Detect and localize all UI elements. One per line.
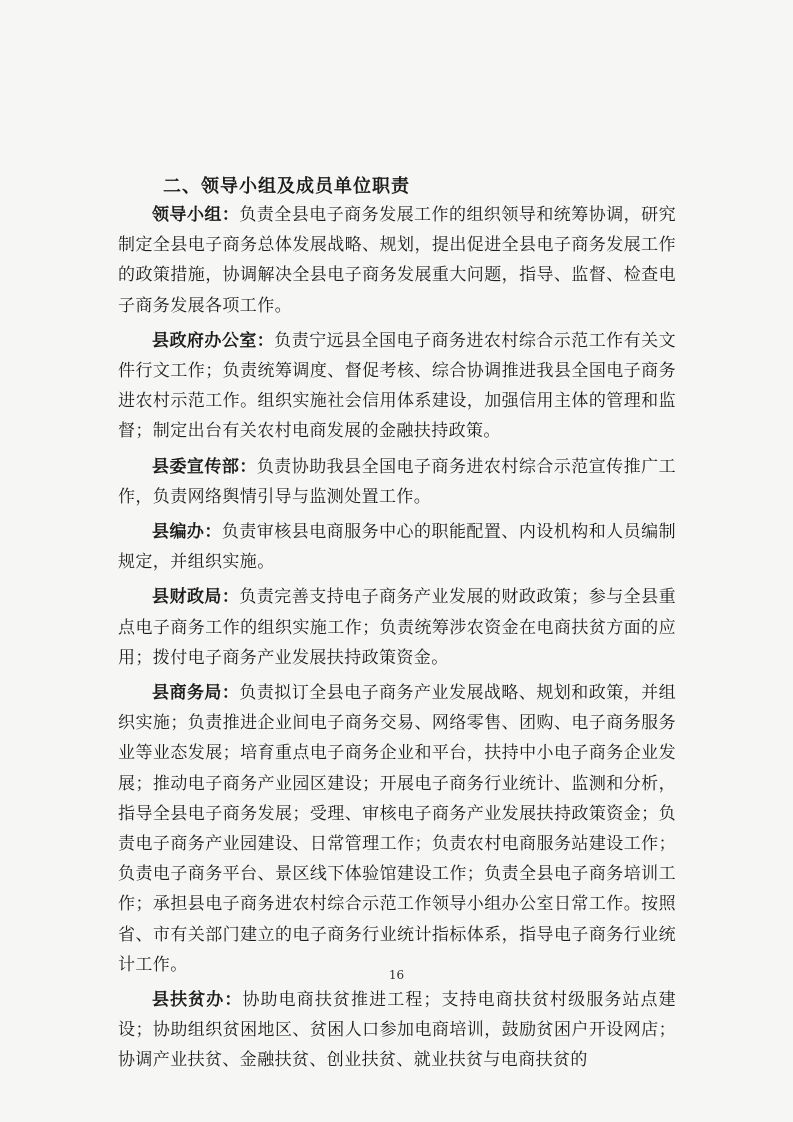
org-name: 县委宣传部： — [152, 456, 257, 477]
body-text — [118, 200, 676, 1081]
duty-text: 负责宁远县全国电子商务进农村综合示范工作有关文件行文工作；负责统筹调度、督促考核、综合协调推进我县全国电子商务进农村示范工作。组织实施社会信用体系建设，加强信用主体的管理和监督；制定出台有关农村电商发展的金融扶持政策。 — [118, 330, 676, 442]
paragraph-leading-group — [118, 200, 676, 321]
page-number: 16 — [388, 968, 405, 982]
paragraph-poverty-office — [118, 985, 676, 1076]
section-heading: 二、领导小组及成员单位职责 — [163, 176, 410, 197]
duty-text: 负责全县电子商务发展工作的组织领导和统筹协调，研究制定全县电子商务总体发展战略、规划，提出促进全县电子商务发展工作的政策措施，协调解决全县电子商务发展重大问题，指导、监督、检查电子商务发展各项工作。 — [118, 205, 677, 316]
org-name: 县财政局： — [152, 587, 240, 608]
paragraph-staffing-office — [118, 517, 676, 577]
paragraph-county-gov-office — [118, 326, 676, 447]
duty-text: 负责拟订全县电子商务产业发展战略、规划和政策，并组织实施；负责推进企业间电子商务交易、网络零售、团购、电子商务服务业等业态发展；培育重点电子商务企业和平台，扶持中小电子商务企业发展；推动电子商务产业园区建设；开展电子商务行业统计、监测和分析，指导全县电子商务发展；受理、审核电子商务产业发展扶持政策资金；负责电子商务产业园建设、日常管理工作；负责农村电商服务站建设工作；负责电子商务平台、景区线下体验馆建设工作；负责全县电子商务培训工作；承担县电子商务进农村综合示范工作领导小组办公室日常工作。按照省、市有关部门建立的电子商务行业统计指标体系，指导电子商务行业统计工作。 — [118, 683, 677, 975]
duty-text: 负责完善支持电子商务产业发展的财政政策；参与全县重点电子商务工作的组织实施工作；负责统筹涉农资金在电商扶贫方面的应用；拨付电子商务产业发展扶持政策资金。 — [118, 587, 677, 668]
org-name: 领导小组： — [152, 205, 240, 225]
duty-text: 协助电商扶贫推进工程；支持电商扶贫村级服务站点建设；协助组织贫困地区、贫困人口参加电商培训，鼓励贫困户开设网店；协调产业扶贫、金融扶贫、创业扶贫、就业扶贫与电商扶贫的 — [118, 990, 676, 1071]
paragraph-commerce-bureau — [118, 678, 676, 980]
duty-text: 负责协助我县全国电子商务进农村综合示范宣传推广工作，负责网络舆情引导与监测处置工作。 — [118, 456, 676, 507]
org-name: 县政府办公室： — [152, 330, 275, 351]
paragraph-finance-bureau — [118, 582, 676, 673]
org-name: 县扶贫办： — [152, 990, 243, 1011]
org-name: 县商务局： — [152, 683, 240, 704]
org-name: 县编办： — [152, 522, 222, 543]
paragraph-publicity-dept — [118, 452, 676, 512]
duty-text: 负责审核县电商服务中心的职能配置、内设机构和人员编制规定，并组织实施。 — [118, 522, 676, 573]
